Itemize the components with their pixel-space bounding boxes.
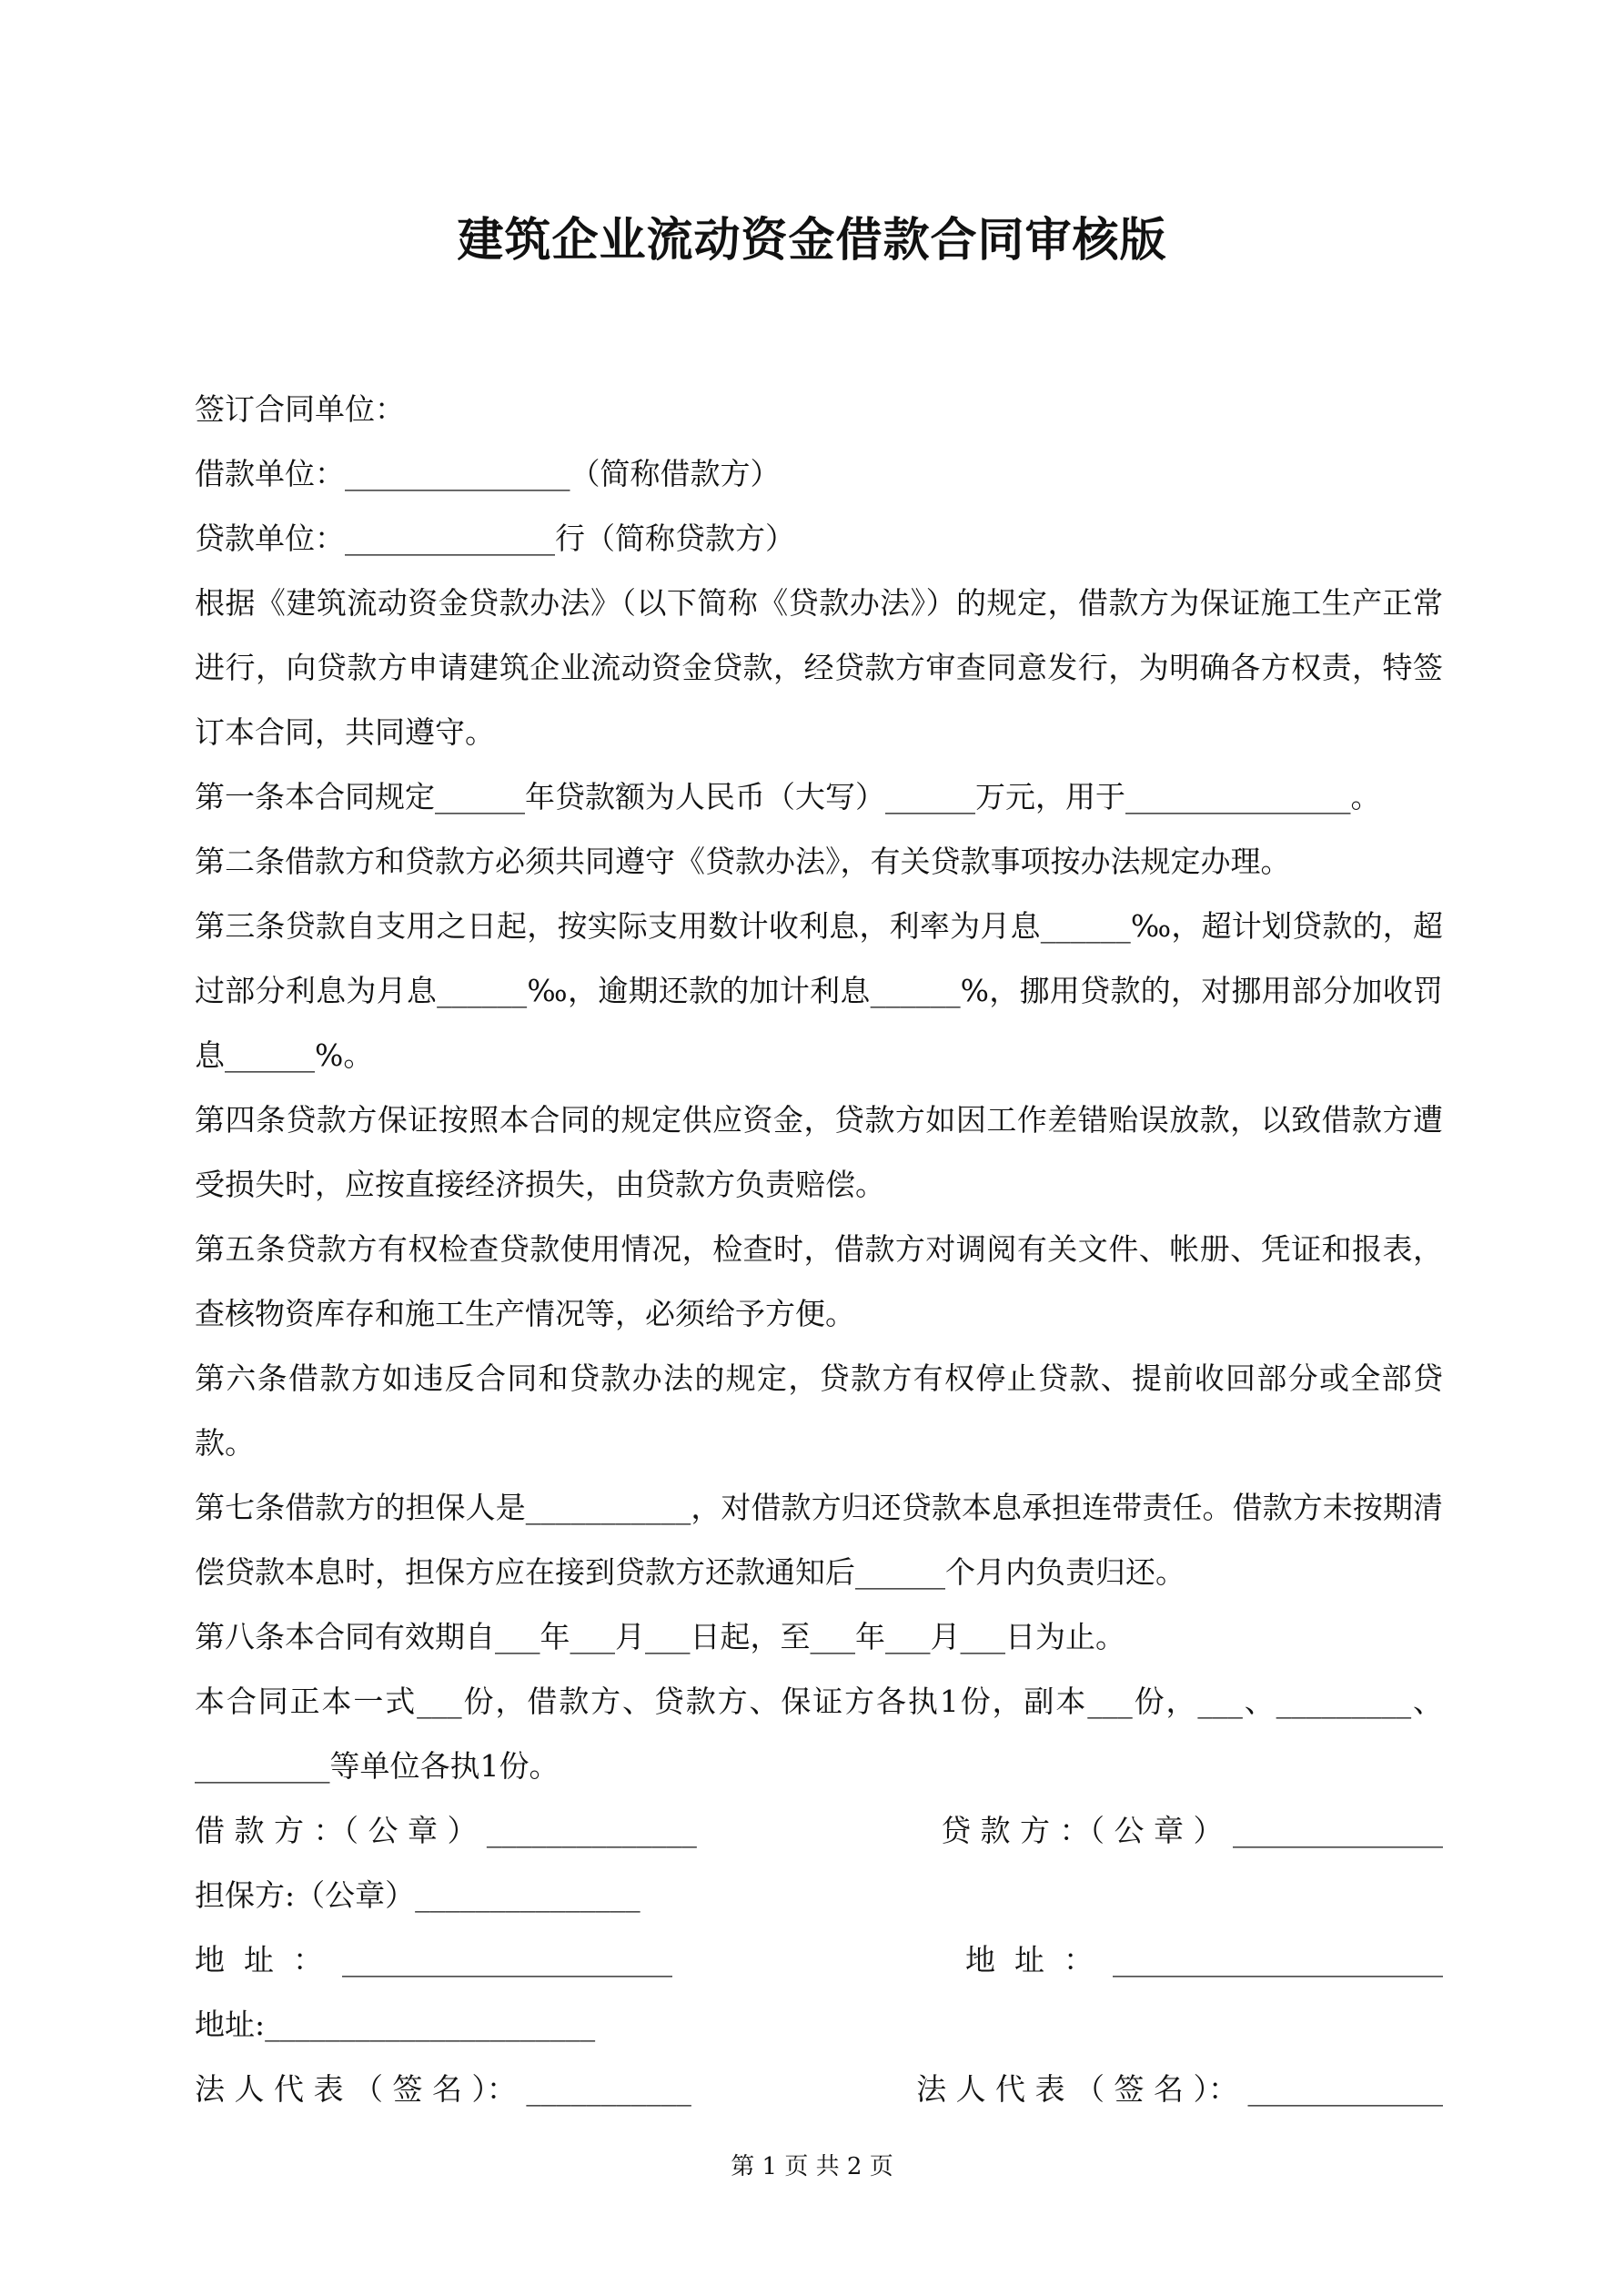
borrower-legal-rep: 法 人 代 表 （ 签 名 ）： ___________ (195, 2071, 691, 2107)
clause-2: 第二条借款方和贷款方必须共同遵守《贷款办法》，有关贷款事项按办法规定办理。 (195, 844, 1291, 879)
clause-7: 第七条借款方的担保人是___________，对借款方归还贷款本息承担连带责任。借款方未按期清偿贷款本息时，担保方应在接到贷款方还款通知后______个月内负责归还。 (195, 1490, 1443, 1590)
clause-6: 第六条借款方如违反合同和贷款办法的规定，贷款方有权停止贷款、提前收回部分或全部贷款。 (195, 1360, 1443, 1461)
signature-row-legal-rep (195, 2057, 1443, 2121)
borrower-address: 地 址 ： ______________________ (195, 1942, 672, 1977)
lender-legal-rep: 法 人 代 表 （ 签 名 ）： _____________ (916, 2071, 1443, 2107)
document-title: 建筑企业流动资金借款合同审核版 (457, 213, 1167, 268)
borrower-seal: 借 款 方 ：（ 公 章 ） ______________ (195, 1813, 697, 1848)
clause-4: 第四条贷款方保证按照本合同的规定供应资金，贷款方如因工作差错贻误放款，以致借款方遭受损失时，应按直接经济损失，由贷款方负责赔偿。 (195, 1102, 1443, 1202)
clause-3: 第三条贷款自支用之日起，按实际支用数计收利息，利率为月息______‰，超计划贷款的，超过部分利息为月息______‰，逾期还款的加计利息______%，挪用贷款的，对挪用部分加收罚息______%。 (195, 908, 1443, 1073)
paragraph-signing-parties: 签订合同单位： (195, 391, 405, 427)
guarantor-seal: 担保方:（公章）_______________ (195, 1877, 641, 1913)
lender-address: 地 址 ： ______________________ (965, 1942, 1443, 1977)
clause-1: 第一条本合同规定______年贷款额为人民币（大写）______万元，用于_______________。 (195, 779, 1381, 814)
signature-row-address (195, 1927, 1443, 1992)
copies-clause: 本合同正本一式___份，借款方、贷款方、保证方各执1份，副本___份，___、_________、_________等单位各执1份。 (195, 1684, 1443, 1784)
guarantor-address: 地址:______________________ (195, 2007, 596, 2042)
contract-body (195, 377, 1443, 2121)
clause-5: 第五条贷款方有权检查贷款使用情况，检查时，借款方对调阅有关文件、帐册、凭证和报表，查核物资库存和施工生产情况等，必须给予方便。 (195, 1231, 1443, 1331)
paragraph-lender: 贷款单位：______________行（简称贷款方） (195, 521, 795, 556)
paragraph-preamble: 根据《建筑流动资金贷款办法》（以下简称《贷款办法》）的规定，借款方为保证施工生产正常进行，向贷款方申请建筑企业流动资金贷款，经贷款方审查同意发行，为明确各方权责，特签订本合同，共同遵守。 (195, 585, 1443, 750)
clause-8: 第八条本合同有效期自___年___月___日起，至___年___月___日为止。 (195, 1619, 1125, 1654)
paragraph-borrower: 借款单位：_______________（简称借款方） (195, 456, 781, 491)
page-number: 第 1 页 共 2 页 (731, 2153, 893, 2180)
lender-seal: 贷 款 方 ：（ 公 章 ） ______________ (941, 1813, 1443, 1848)
signature-row-parties (195, 1798, 1443, 1863)
